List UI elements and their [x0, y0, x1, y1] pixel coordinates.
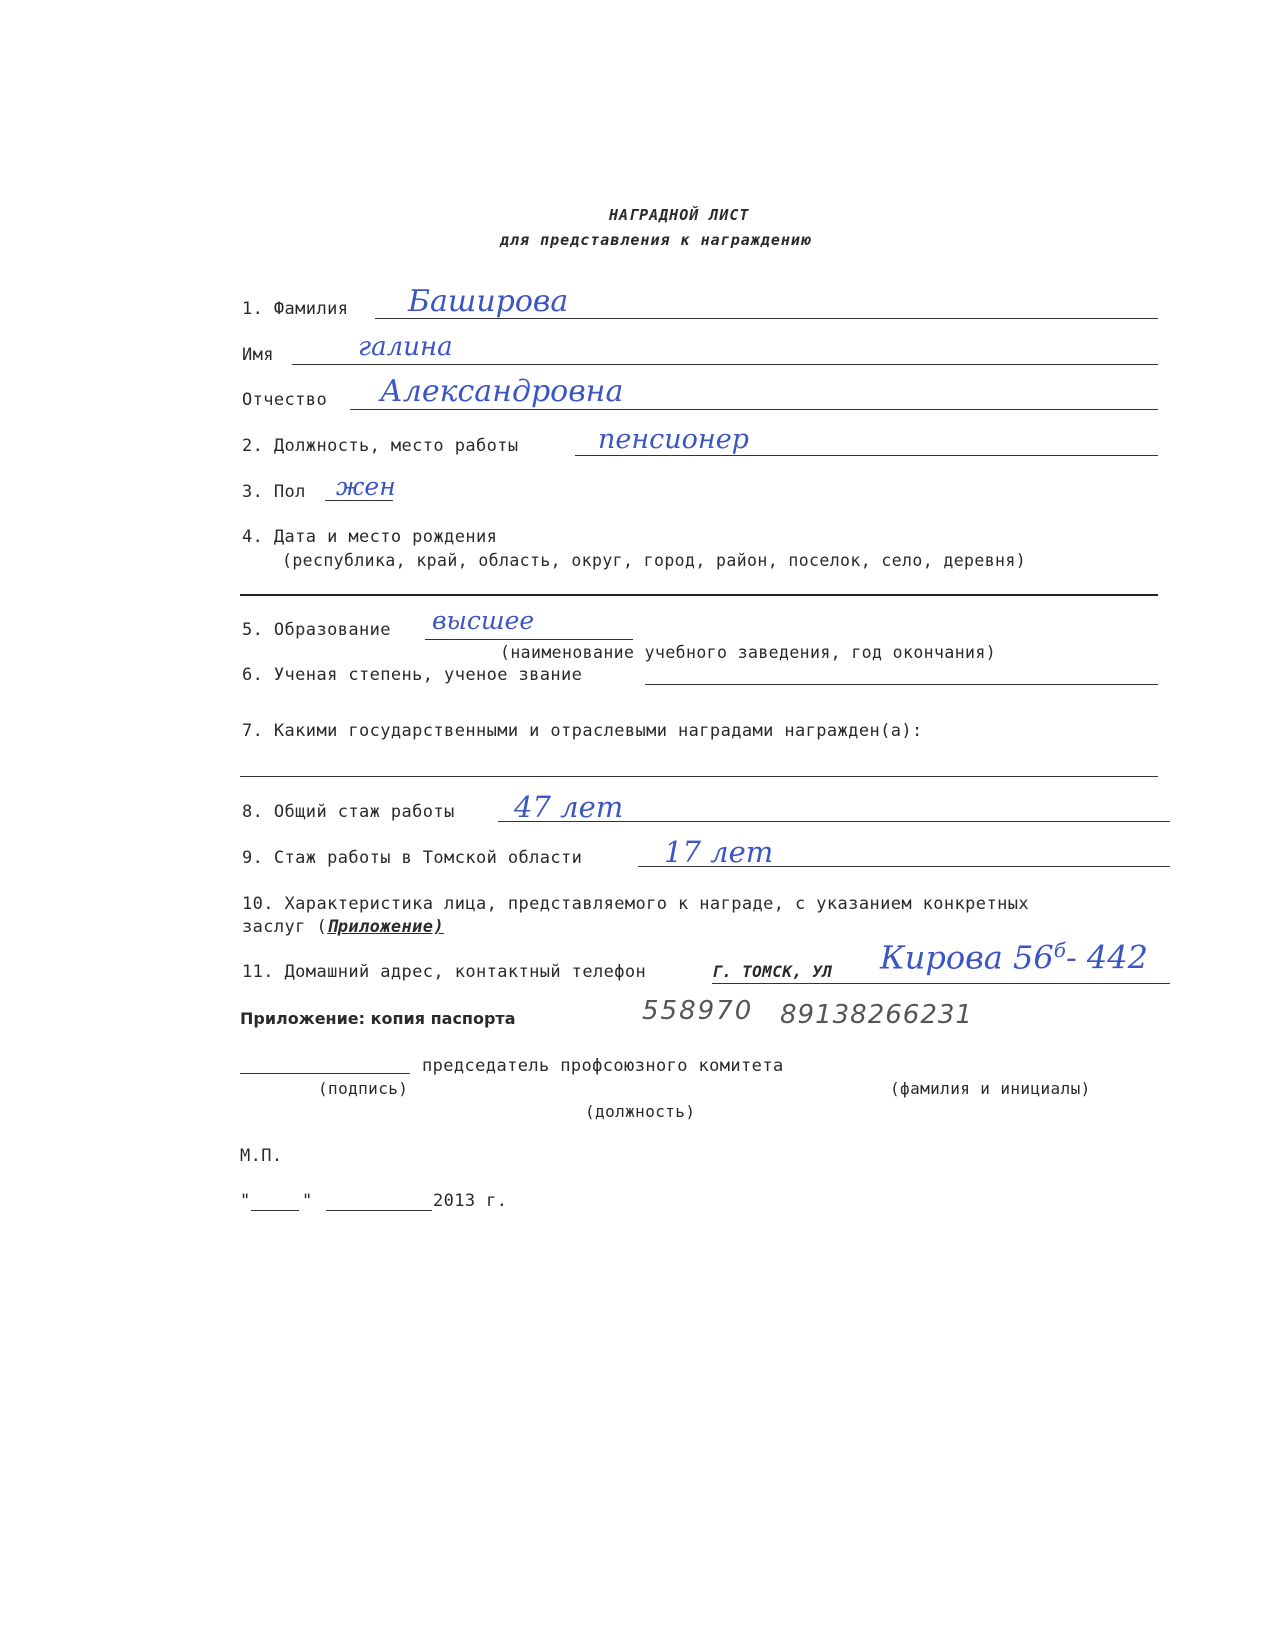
surname-label: 1. Фамилия [242, 299, 349, 319]
position-hint: (должность) [585, 1102, 696, 1121]
address-value: Кирова 56 [880, 938, 1054, 977]
position-value: пенсионер [598, 424, 749, 455]
position-label: 2. Должность, место работы [242, 436, 519, 456]
education-label: 5. Образование [242, 620, 391, 640]
date-quote-open: " [240, 1191, 251, 1211]
patronymic-value: Александровна [380, 374, 624, 409]
name-value: галина [358, 332, 453, 362]
degree-label: 6. Ученая степень, ученое звание [242, 665, 583, 685]
date-day-line [251, 1210, 299, 1211]
tomsk-experience-value: 17 лет [664, 835, 774, 869]
degree-line [645, 684, 1158, 685]
education-value: высшее [432, 606, 535, 635]
phone-number: 89138266231 [780, 1000, 973, 1030]
awards-label: 7. Какими государственными и отраслевыми наградами награжден(а): [242, 721, 923, 741]
patronymic-line [350, 409, 1158, 410]
position-line [575, 455, 1158, 456]
address-line [712, 983, 1170, 984]
sex-value: жен [336, 472, 396, 501]
seal-label: М.П. [240, 1146, 283, 1166]
birth-line [240, 594, 1158, 596]
address-prefix: Г. ТОМСК, УЛ [712, 962, 833, 981]
name-label: Имя [242, 345, 274, 365]
attachment-label: Приложение: копия паспорта [240, 1009, 516, 1028]
address-handwritten [880, 938, 1148, 977]
date-year: 2013 г. [433, 1191, 508, 1211]
surname-value: Баширова [408, 284, 569, 319]
experience-label: 8. Общий стаж работы [242, 802, 455, 822]
name-line [292, 364, 1158, 365]
education-hint: (наименование учебного заведения, год окончания) [500, 643, 997, 662]
address-superscript: б [1053, 938, 1066, 962]
passport-number: 558970 [642, 996, 754, 1026]
document-title: НАГРАДНОЙ ЛИСТ [609, 206, 750, 224]
characteristic-label-2: заслуг ( [242, 917, 328, 937]
name-hint: (фамилия и инициалы) [890, 1079, 1091, 1098]
awards-line [240, 776, 1158, 777]
characteristic-label: 10. Характеристика лица, представляемого к награде, с указанием конкретных [242, 894, 1029, 914]
date-month-line [326, 1210, 432, 1211]
characteristic-line-2 [242, 917, 444, 937]
patronymic-label: Отчество [242, 390, 328, 410]
signature-hint: (подпись) [318, 1079, 409, 1098]
document-subtitle: для представления к награждению [500, 231, 811, 249]
characteristic-attachment-link[interactable]: Приложение) [327, 917, 445, 937]
birth-hint: (республика, край, область, округ, город, район, поселок, село, деревня) [282, 551, 1027, 570]
sex-label: 3. Пол [242, 482, 306, 502]
experience-value: 47 лет [514, 790, 624, 824]
birth-label: 4. Дата и место рождения [242, 527, 498, 547]
signature-line [240, 1073, 410, 1074]
address-label: 11. Домашний адрес, контактный телефон [242, 962, 647, 982]
date-quote-close: " [302, 1191, 313, 1211]
signature-position-text: председатель профсоюзного комитета [422, 1056, 784, 1076]
address-apartment: - 442 [1065, 938, 1148, 977]
education-line [425, 639, 633, 640]
tomsk-experience-label: 9. Стаж работы в Томской области [242, 848, 583, 868]
